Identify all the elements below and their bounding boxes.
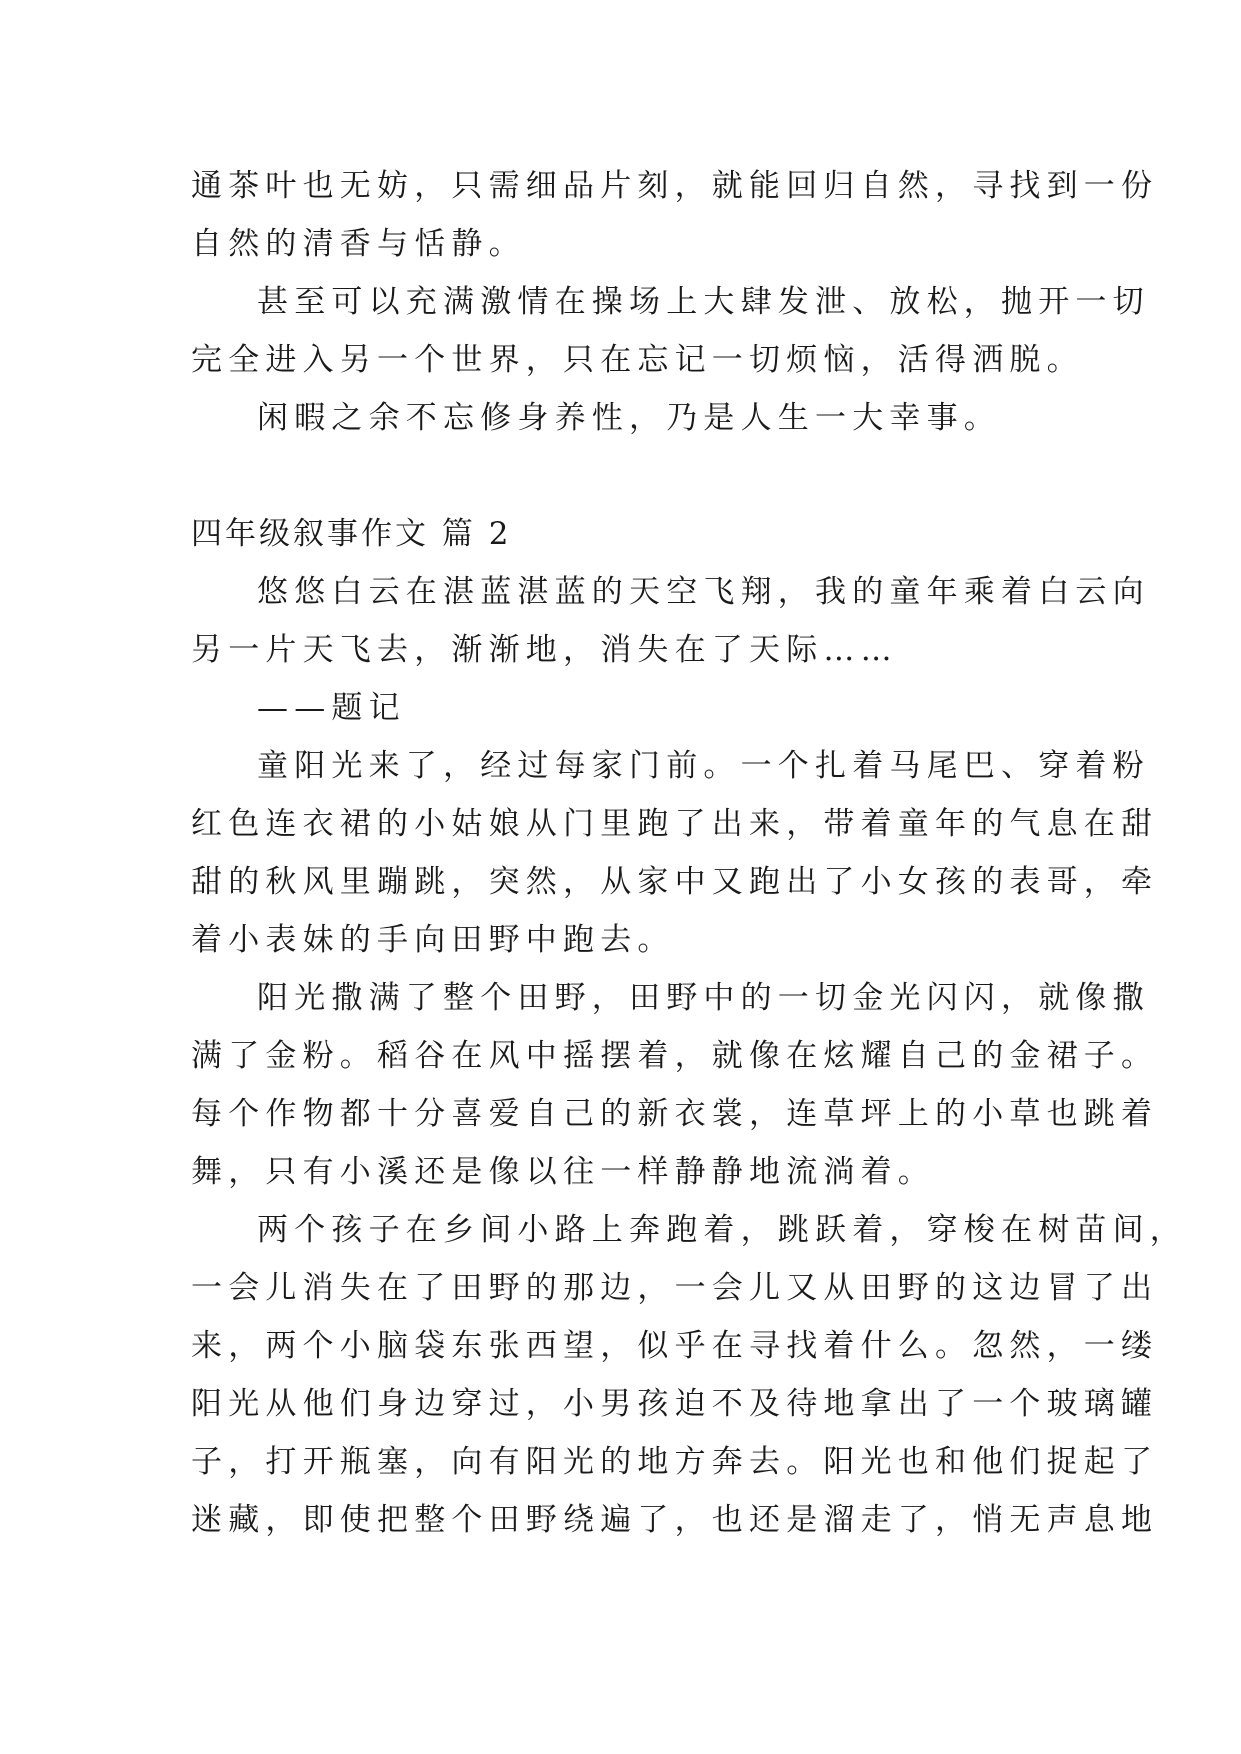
text-line: 来，两个小脑袋东张西望，似乎在寻找着什么。忽然，一缕 xyxy=(191,1328,1159,1364)
text-line: 自然的清香与恬静。 xyxy=(191,226,526,262)
section-heading: 四年级叙事作文 篇 2 xyxy=(191,516,512,552)
text-line: 舞，只有小溪还是像以往一样静静地流淌着。 xyxy=(191,1154,935,1190)
text-line: 另一片天飞去，渐渐地，消失在了天际…… xyxy=(191,632,898,668)
text-line: 着小表妹的手向田野中跑去。 xyxy=(191,922,675,958)
paragraph-start: 闲暇之余不忘修身养性，乃是人生一大幸事。 xyxy=(257,400,1001,436)
text-line: 满了金粉。稻谷在风中摇摆着，就像在炫耀自己的金裙子。 xyxy=(191,1038,1159,1074)
paragraph-start: 两个孩子在乡间小路上奔跑着，跳跃着，穿梭在树苗间， xyxy=(257,1212,1187,1248)
paragraph-start: 悠悠白云在湛蓝湛蓝的天空飞翔，我的童年乘着白云向 xyxy=(257,574,1150,610)
text-line: 通茶叶也无妨，只需细品片刻，就能回归自然，寻找到一份 xyxy=(191,168,1159,204)
text-line: 阳光从他们身边穿过，小男孩迫不及待地拿出了一个玻璃罐 xyxy=(191,1386,1159,1422)
paragraph-start: 甚至可以充满激情在操场上大肆发泄、放松，抛开一切 xyxy=(257,284,1150,320)
text-line: 一会儿消失在了田野的那边，一会儿又从田野的这边冒了出 xyxy=(191,1270,1159,1306)
paragraph-start: 阳光撒满了整个田野，田野中的一切金光闪闪，就像撒 xyxy=(257,980,1150,1016)
text-line: 红色连衣裙的小姑娘从门里跑了出来，带着童年的气息在甜 xyxy=(191,806,1159,842)
text-line: 每个作物都十分喜爱自己的新衣裳，连草坪上的小草也跳着 xyxy=(191,1096,1159,1132)
text-line: 甜的秋风里蹦跳，突然，从家中又跑出了小女孩的表哥，牵 xyxy=(191,864,1159,900)
paragraph-start: 童阳光来了，经过每家门前。一个扎着马尾巴、穿着粉 xyxy=(257,748,1150,784)
text-line: 迷藏，即使把整个田野绕遍了，也还是溜走了，悄无声息地 xyxy=(191,1502,1159,1538)
epigraph-attribution: ——题记 xyxy=(257,690,406,726)
text-line: 完全进入另一个世界，只在忘记一切烦恼，活得洒脱。 xyxy=(191,342,1084,378)
text-line: 子，打开瓶塞，向有阳光的地方奔去。阳光也和他们捉起了 xyxy=(191,1444,1159,1480)
